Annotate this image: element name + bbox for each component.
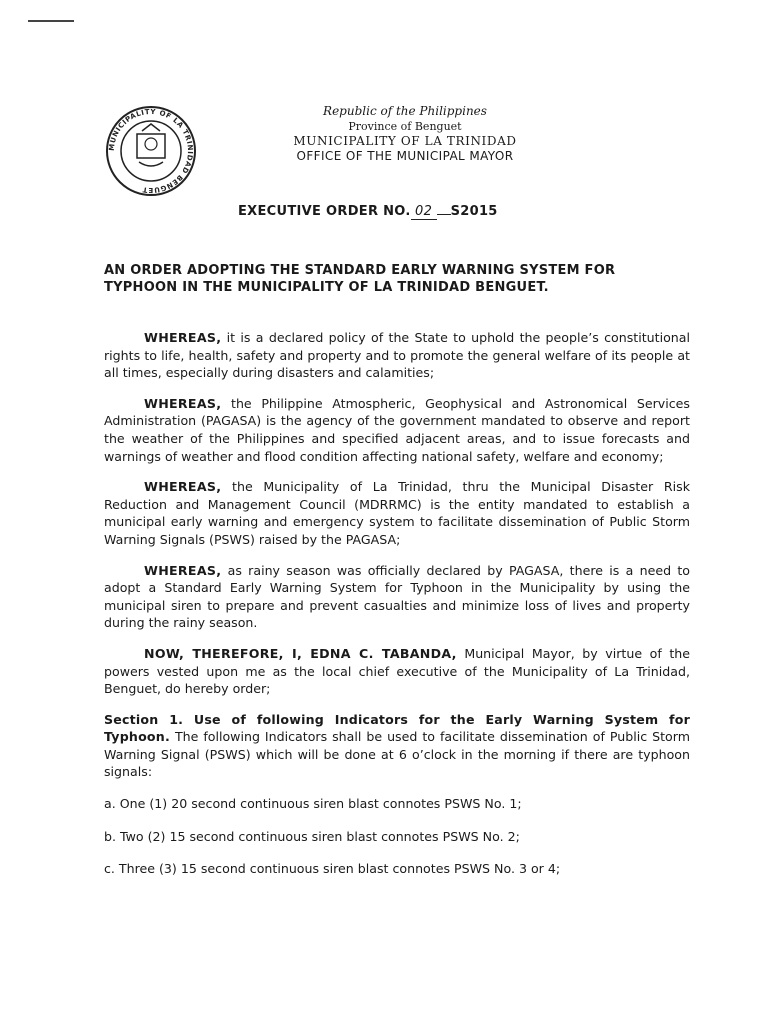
letterhead bbox=[210, 104, 600, 164]
paragraph-lead: WHEREAS, bbox=[144, 562, 222, 578]
municipal-seal bbox=[104, 104, 198, 198]
svg-text:MUNICIPALITY OF LA TRINIDAD BE: MUNICIPALITY OF LA TRINIDAD BENGUET bbox=[107, 107, 195, 195]
whereas-paragraph bbox=[104, 329, 690, 382]
eo-prefix: EXECUTIVE ORDER NO. bbox=[238, 204, 411, 219]
paragraph-text: Municipal Mayor, by virtue of the powers vested upon me as the local chief executive of the Municipality of La Trinidad, Benguet, do hereby order; bbox=[104, 645, 690, 697]
republic-line: Republic of the Philippines bbox=[323, 104, 487, 118]
section-1-heading: Section 1. Use of following Indicators for the Early Warning System for Typhoon. bbox=[104, 711, 690, 745]
paragraph-text: as rainy season was officially declared by PAGASA, there is a need to adopt a Standard Early Warning System for Typhoon in the Municipality by using the municipal siren to prepare and prevent casualties and minimize loss of lives and property during the rainy season. bbox=[104, 562, 690, 631]
whereas-paragraph bbox=[104, 395, 690, 465]
eo-blank bbox=[437, 214, 451, 215]
eo-series: S2015 bbox=[450, 204, 498, 219]
section-1 bbox=[104, 711, 690, 781]
municipality-line: MUNICIPALITY OF LA TRINIDAD bbox=[293, 134, 517, 148]
order-title: AN ORDER ADOPTING THE STANDARD EARLY WARNING SYSTEM FOR TYPHOON IN THE MUNICIPALITY OF LA TRINIDAD BENGUET. bbox=[104, 263, 616, 295]
now-therefore-paragraph bbox=[104, 645, 690, 698]
paragraph-text: the Municipality of La Trinidad, thru the Municipal Disaster Risk Reduction and Management Council (MDRRMC) is the entity mandated to establish a municipal early warning and emergency system to facilitate dissemination of Public Storm Warning Signals (PSWS) raised by the PAGASA; bbox=[104, 479, 690, 547]
paragraph-text: it is a declared policy of the State to uphold the people’s constitutional rights to life, health, safety and property and to promote the general welfare of its people at all times, especially during disasters and calamities; bbox=[104, 330, 690, 381]
paragraph-lead: WHEREAS, bbox=[144, 395, 222, 411]
scan-mark bbox=[28, 20, 74, 22]
paragraph-lead: NOW, THEREFORE, I, EDNA C. TABANDA, bbox=[144, 645, 457, 661]
province-line: Province of Benguet bbox=[348, 120, 462, 133]
eo-number: 02 bbox=[411, 204, 437, 220]
whereas-paragraph bbox=[104, 562, 690, 632]
document-body bbox=[104, 262, 690, 893]
paragraph-lead: WHEREAS, bbox=[144, 330, 222, 345]
section-1-text: The following Indicators shall be used to facilitate dissemination of Public Storm Warning Signal (PSWS) which will be done at 6 o’clock in the morning if there are typhoon signals: bbox=[104, 729, 690, 780]
list-item: c. Three (3) 15 second continuous siren blast connotes PSWS No. 3 or 4; bbox=[104, 861, 561, 877]
whereas-paragraph bbox=[104, 478, 690, 548]
paragraph-text: the Philippine Atmospheric, Geophysical and Astronomical Services Administration (PAGASA) is the agency of the government mandated to observe and report the weather of the Philippines and specified adjacent areas, and to issue forecasts and warnings of weather and flood condition affecting national safety, welfare and economy; bbox=[104, 395, 690, 464]
list-item: b. Two (2) 15 second continuous siren blast connotes PSWS No. 2; bbox=[104, 828, 520, 844]
paragraph-lead: WHEREAS, bbox=[144, 479, 222, 495]
executive-order-number bbox=[238, 204, 558, 220]
office-line: OFFICE OF THE MUNICIPAL MAYOR bbox=[296, 149, 514, 163]
list-item: a. One (1) 20 second continuous siren blast connotes PSWS No. 1; bbox=[104, 796, 522, 812]
